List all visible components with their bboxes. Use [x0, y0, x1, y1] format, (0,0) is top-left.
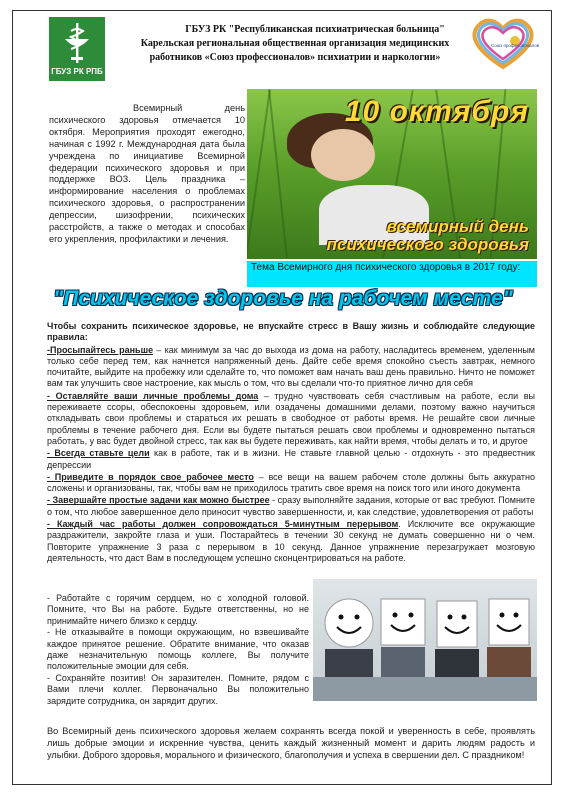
tip-2-head: - Оставляйте ваши личные проблемы дома [47, 390, 259, 401]
theme-label-box [247, 261, 537, 287]
header-line-3: работников «Союз профессионалов» психиатрии и наркологии» [149, 52, 441, 63]
tip-7-head: - Работайте с горячим сердцем, но с холодной головой [47, 593, 307, 603]
person-3-smiley-icon [429, 591, 485, 689]
poster-page [12, 10, 552, 785]
hero-caption-line-2: психического здоровья [326, 235, 529, 254]
intro-text [49, 103, 245, 246]
hospital-logo-caption: ГБУЗ РК РПБ [51, 67, 103, 76]
tip-9-text: Он заразителен. Помните, рядом с Вами плечи коллег. Первоначально Вы положительно зарядите сотрудника, он зарядит других. [47, 672, 309, 706]
tip-3-head: - Всегда ставьте цели [47, 448, 150, 459]
tip-1 [47, 345, 535, 390]
tip-5 [47, 495, 535, 518]
tip-6-text: . Исключите все окружающие раздражители, закройте глаза и уши. Постарайтесь в течении 30 секунд не думать совершенно ни о чем. Повторите упражнение 3 раза с перерывом в 10 секунд. Данное упражнение перезагружает мозговую деятельность, что даст Вам в последующем успешно сконцентрироваться на работе. [47, 519, 536, 563]
union-logo-text: Союз профессионалов [491, 43, 540, 48]
tip-8 [47, 627, 309, 673]
tips-lead: Чтобы сохранить психическое здоровье, не впускайте стресс в Вашу жизнь и соблюдайте следующие правила: [47, 321, 535, 343]
tip-9 [47, 673, 309, 707]
tip-5-text: - сразу выполняйте задания, которые от вас требуют. Помните о том, что любое завершенное дело приносит чувство завершенности, и, как следствие, удовлетворения от работы [47, 495, 535, 517]
header-line-2: Карельская региональная общественная организация медицинских [140, 38, 450, 49]
person-2-smiley-icon [375, 585, 431, 689]
tip-1-head: -Просыпайтесь раньше [47, 344, 154, 355]
theme-title: "Психическое здоровье на рабочем месте" [53, 287, 513, 310]
smiley-masks-photo [313, 579, 537, 701]
tip-2-text: – трудно чувствовать себя счастливым на работе, если вы переживаете ссоры, обеспокоены здоровьем, или озадачены домашними делами, поэтому важно научиться откладывать свои проблемы и стараться их решать в свободное от работы время. Не решайте свои личные проблемы в течение рабочего дня. Если вы будете пытаться решать свои проблемы и одновременно пытаться работать, у вас будет двойной стресс, так как вы будете переживать, как найти время, чтобы делать и то, и другое [47, 390, 535, 446]
tips-lower [47, 593, 309, 707]
bowl-of-hygieia-icon [57, 21, 97, 65]
photo-table [313, 677, 537, 701]
tip-3-text: как в работе, так и в жизни. Не ставьте главной целью - отдохнуть - это предвестник депрессии [47, 448, 535, 470]
hero-woman-face [311, 129, 375, 181]
tip-7 [47, 593, 309, 627]
hero-banner [247, 89, 537, 259]
heart-logo-icon [465, 15, 541, 71]
tip-2 [47, 391, 535, 447]
tip-9-head: - Сохраняйте позитив! [47, 672, 146, 683]
header-line-1: ГБУЗ РК "Республиканская психиатрическая больница" [185, 24, 445, 35]
hospital-logo [49, 17, 105, 81]
hero-caption-line-1: всемирный день [386, 217, 529, 236]
theme-label: Тема Всемирного дня психического здоровья в 2017 году: [251, 262, 521, 273]
tip-4-head: - Приведите в порядок свое рабочее место [47, 471, 254, 482]
tip-3 [47, 448, 535, 471]
tip-7-text: . Помните, что Вы на работе. Будьте ответственны, но не принимайте ничего близко к сердцу. [47, 593, 309, 626]
tip-1-text: – как минимум за час до выхода из дома на работу, насладитесь временем, уделенным только себе перед тем, как начнется напряженный день. Дайте себе время спокойно съесть завтрак, немного почитайте, выйдите на пробежку или сделайте то, что поможет вам начать ваш день правильно. Ничто не поможет вам так улучшить свое настроение, как мысль о том, что вы сделали что-то приятное лично для себя [47, 344, 535, 389]
tip-4-text: – все вещи на вашем рабочем столе должны быть аккуратно сложены и организованы, так, чтобы вам не приходилось тратить свое время на поиск того или иного документа [47, 471, 535, 494]
organization-header [125, 23, 465, 65]
hero-date: 10 октября [344, 95, 529, 128]
union-logo [465, 15, 541, 71]
person-4-smiley-icon [481, 587, 537, 687]
tip-4 [47, 472, 535, 495]
tip-6-head: - Каждый час работы должен сопровождаться 5-минутным перерывом [47, 519, 399, 530]
tips-body [47, 321, 535, 565]
tip-8-head: - Не отказывайте в помощи окружающим [47, 627, 233, 638]
person-1-smiley-icon [319, 589, 379, 689]
tip-6 [47, 519, 535, 564]
tip-8-text: , но взвешивайте каждое принятое решение. Обратите внимание, что оказав даже незначительную помощь коллеге, Вы получите положительные эмоции для себя. [47, 627, 309, 672]
footer-greeting: Во Всемирный день психического здоровья желаем сохранять всегда покой и уверенность в себе, проявлять лишь добрые эмоции и искренние чувства, ценить каждый жизненный момент и дарить людям радость и улыбки. Доброго здоровья, морального и физического, благополучия и успеха в свершении дел. С праздником! [47, 726, 535, 760]
tip-5-head: - Завершайте простые задачи как можно быстрее [47, 495, 270, 506]
intro-paragraph: Всемирный день психического здоровья отмечается 10 октября. Мероприятия проходят ежегодно, начиная с 1992 г. Международная дата была учреждена по инициативе Всемирной федерации психического здоровья и при поддержке ВОЗ. Цель праздника – информирование населения о проблемах психического здоровья, о распространении депрессии, шизофрении, психических расстройств, а также о методах и способах его укрепления, профилактики и лечения. [49, 103, 245, 244]
